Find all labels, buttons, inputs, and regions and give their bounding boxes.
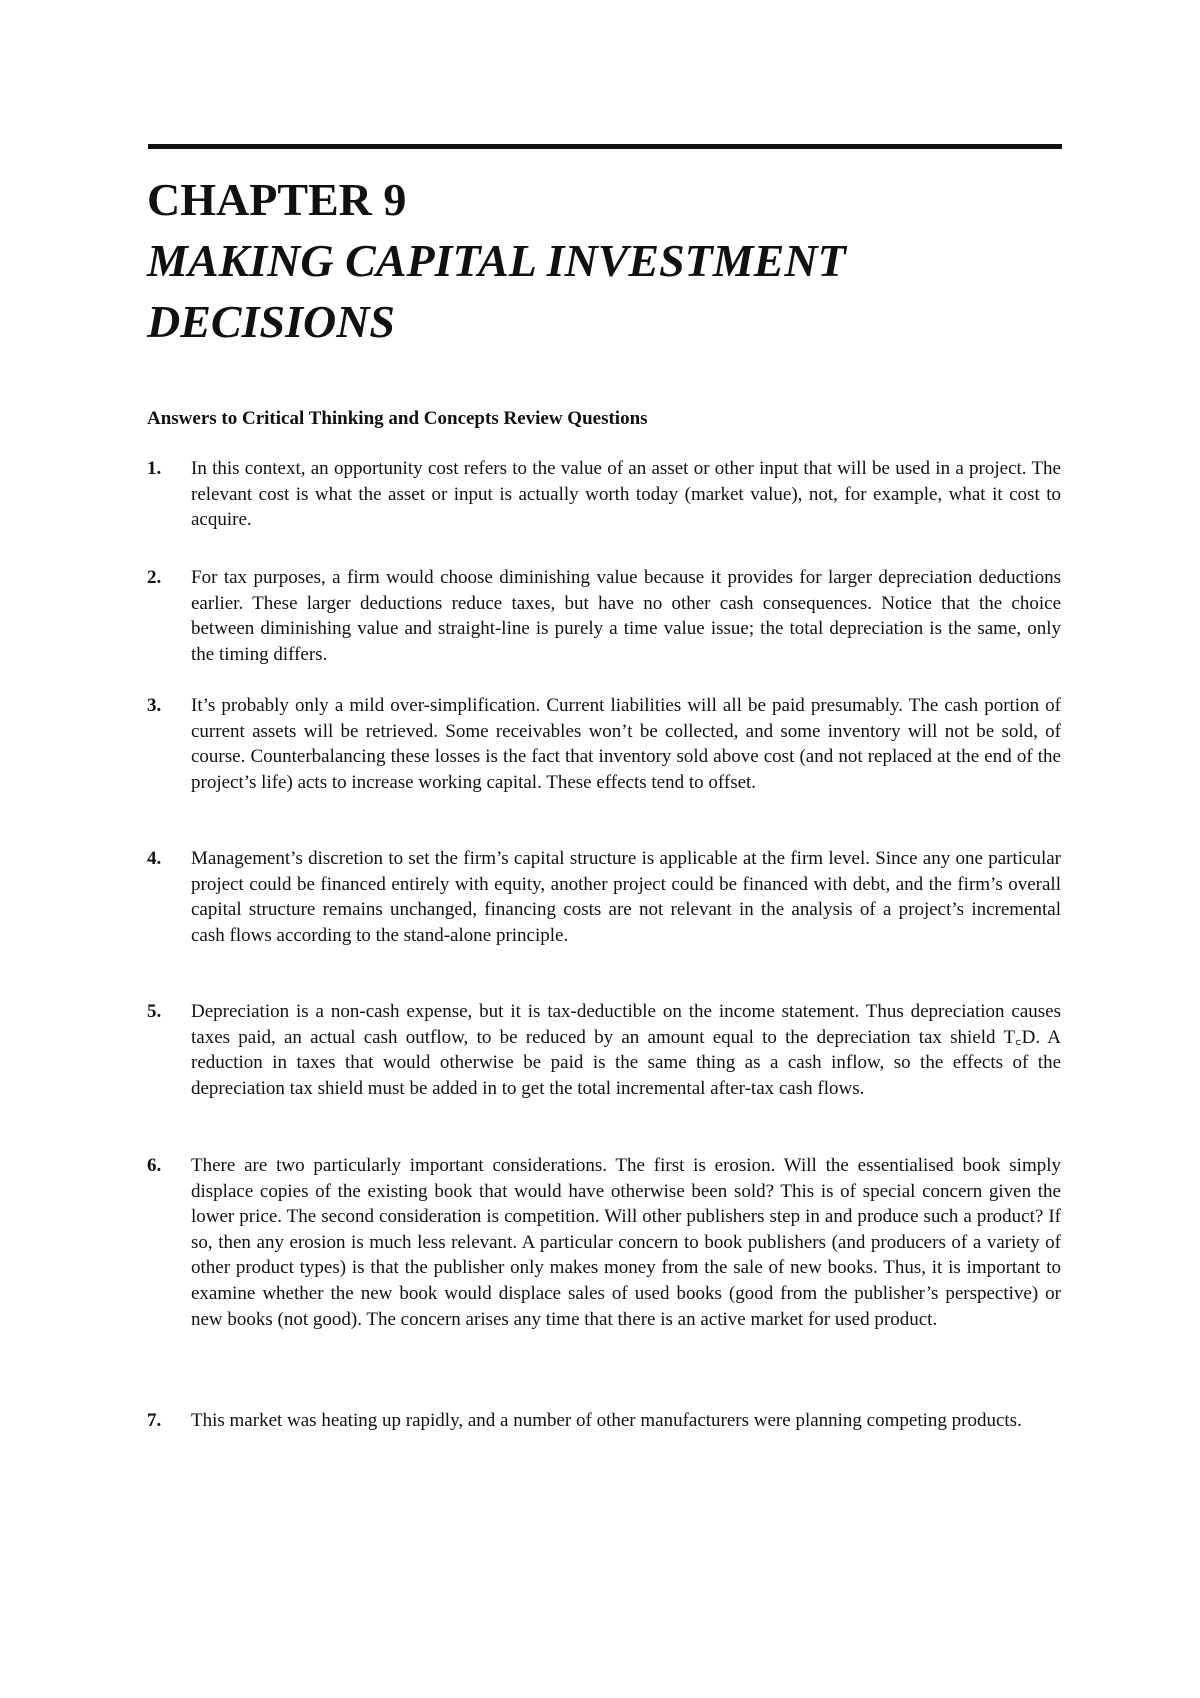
answer-number: 6. — [147, 1155, 162, 1176]
answer-number: 1. — [147, 458, 162, 479]
top-divider — [148, 144, 1062, 149]
answer-number: 2. — [147, 567, 162, 588]
answer-item-2 — [147, 565, 1061, 667]
answer-item-6 — [147, 1153, 1061, 1332]
answer-text: This market was heating up rapidly, and a number of other manufacturers were planning competing products. — [191, 1410, 1022, 1431]
answer-item-4 — [147, 846, 1061, 948]
chapter-title: MAKING CAPITAL INVESTMENT DECISIONS — [147, 235, 846, 347]
chapter-number: CHAPTER 9 — [147, 174, 407, 225]
answer-text: It’s probably only a mild over-simplification. Current liabilities will all be paid presumably. The cash portion of current assets will be retrieved. Some receivables won’t be collected, and some inventory will not be sold, of course. Counterbalancing these losses is the fact that inventory sold above cost (and not replaced at the end of the project’s life) acts to increase working capital. These effects tend to offset. — [191, 695, 1061, 793]
answer-number: 5. — [147, 1001, 162, 1022]
answer-item-3 — [147, 693, 1061, 795]
answer-item-1 — [147, 456, 1061, 533]
answer-number: 7. — [147, 1410, 162, 1431]
answer-text: There are two particularly important considerations. The first is erosion. Will the essentialised book simply displace copies of the existing book that would have otherwise been sold? This is of special concern given the lower price. The second consideration is competition. Will other publishers step in and produce such a product? If so, then any erosion is much less relevant. A particular concern to book publishers (and producers of a variety of other product types) is that the publisher only makes money from the sale of new books. Thus, it is important to examine whether the new book would displace sales of used books (good from the publisher’s perspective) or new books (not good). The concern arises any time that there is an active market for used product. — [191, 1155, 1061, 1330]
answer-text: Management’s discretion to set the firm’s capital structure is applicable at the firm level. Since any one particular project could be financed entirely with equity, another project could be financed with debt, and the firm’s overall capital structure remains unchanged, financing costs are not relevant in the analysis of a project’s incremental cash flows according to the stand-alone principle. — [191, 848, 1061, 946]
section-heading: Answers to Critical Thinking and Concepts Review Questions — [147, 408, 648, 429]
answer-text: For tax purposes, a firm would choose diminishing value because it provides for larger depreciation deductions earlier. These larger deductions reduce taxes, but have no other cash consequences. Notice that the choice between diminishing value and straight-line is purely a time value issue; the total depreciation is the same, only the timing differs. — [191, 567, 1061, 665]
answer-number: 4. — [147, 848, 162, 869]
answer-text: Depreciation is a non-cash expense, but it is tax-deductible on the income statement. Thus depreciation causes taxes paid, an actual cash outflow, to be reduced by an amount equal to the depreciation tax shield T꜀D. A reduction in taxes that would otherwise be paid is the same thing as a cash inflow, so the effects of the depreciation tax shield must be added in to get the total incremental after-tax cash flows. — [191, 1001, 1061, 1099]
answer-item-7 — [147, 1408, 1061, 1434]
answer-text: In this context, an opportunity cost refers to the value of an asset or other input that will be used in a project. The relevant cost is what the asset or input is actually worth today (market value), not, for example, what it cost to acquire. — [191, 458, 1061, 531]
answer-item-5 — [147, 999, 1061, 1101]
answer-number: 3. — [147, 695, 162, 716]
